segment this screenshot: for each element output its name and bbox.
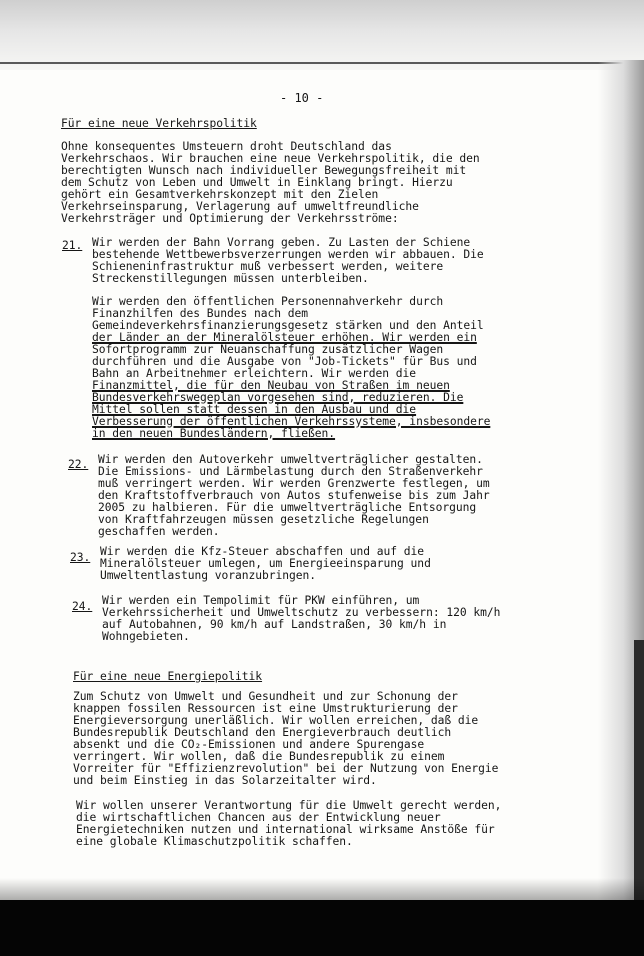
item-21-line: Streckenstillegungen müssen unterbleiben. (92, 272, 369, 285)
item-24-line: Wir werden ein Tempolimit für PKW einführen, um (102, 594, 420, 607)
item-21-p2-line-underlined: Verbesserung der öffentlichen Verkehrssysteme, insbesondere (92, 415, 491, 428)
energy-paragraph-line: Energietechniken nutzen und international wirksame Anstöße für (76, 823, 495, 836)
item-22-line: Die Emissions- und Lärmbelastung durch den Straßenverkehr (98, 465, 483, 478)
energy-paragraph-line: verringert. Wir wollen, daß die Bundesrepublik zu einem (73, 750, 445, 763)
item-number-21: 21. (62, 239, 83, 252)
scan-top-shadow (0, 0, 644, 70)
energy-paragraph-line: Vorreiter für "Effizienzrevolution" bei der Nutzung von Energie (73, 762, 499, 775)
item-21-p2-line-underlined: Mittel sollen statt dessen in den Ausbau und die (92, 403, 417, 416)
item-21-p2-line: durchführen und die Ausgabe von "Job-Tickets" für Bus und (92, 355, 477, 368)
item-23-line: Mineralölsteuer umlegen, um Energieeinsparung und (100, 557, 431, 570)
item-21-line: Schieneninfrastruktur muß verbessert werden, weitere (92, 260, 444, 273)
energy-paragraph-line: Bundesrepublik Deutschland den Energieverbrauch deutlich (73, 726, 452, 739)
item-22-line: Wir werden den Autoverkehr umweltverträglicher gestalten. (98, 453, 483, 466)
item-number-23: 23. (70, 551, 91, 564)
item-21-p2-line: Bahn an Arbeitnehmer erleichtern. Wir werden die (92, 367, 417, 380)
item-22-line: 2005 zu halbieren. Für die umweltverträgliche Entsorgung (98, 501, 477, 514)
item-22-line: den Kraftstoffverbrauch von Autos stufenweise bis zum Jahr (98, 489, 490, 502)
intro-line: Ohne konsequentes Umsteuern droht Deutschland das (61, 140, 392, 153)
energy-paragraph-line: Wir wollen unserer Verantwortung für die Umwelt gerecht werden, (76, 799, 502, 812)
item-24-line: auf Autobahnen, 90 km/h auf Landstraßen, 30 km/h in (102, 618, 447, 631)
section-heading-energiepolitik: Für eine neue Energiepolitik (73, 670, 263, 683)
item-22-line: geschaffen werden. (98, 525, 220, 538)
page-number: - 10 - (280, 91, 324, 105)
item-22-line: von Kraftfahrzeugen müssen gesetzliche Regelungen (98, 513, 429, 526)
item-number-24: 24. (72, 600, 93, 613)
item-21-p2-line-underlined: in den neuen Bundesländern, fließen. (92, 427, 336, 440)
energy-paragraph-line: Zum Schutz von Umwelt und Gesundheit und zur Schonung der (73, 690, 458, 703)
item-22-line: muß verringert werden. Wir werden Grenzwerte festlegen, um (98, 477, 490, 490)
item-21-p2-line: Sofortprogramm zur Neuanschaffung zusätzlicher Wagen (92, 343, 444, 356)
item-24-line: Verkehrssicherheit und Umweltschutz zu verbessern: 120 km/h (102, 606, 501, 619)
item-24-line: Wohngebieten. (102, 630, 190, 643)
item-21-p2-line-underlined: der Länder an der Mineralölsteuer erhöhen. Wir werden ein (92, 331, 477, 344)
intro-line: Verkehrseinsparung, Verlagerung auf umweltfreundliche (61, 200, 419, 213)
item-23-line: Umweltentlastung voranzubringen. (100, 569, 317, 582)
intro-line: dem Schutz von Leben und Umwelt in Einklang bringt. Hierzu (61, 176, 453, 189)
scan-bottom-fade (0, 878, 644, 902)
item-23-line: Wir werden die Kfz-Steuer abschaffen und auf die (100, 545, 425, 558)
energy-paragraph-line: Energieversorgung unerläßlich. Wir wollen erreichen, daß die (73, 714, 479, 727)
item-21-p2-line: Wir werden den öffentlichen Personennahverkehr durch (92, 295, 444, 308)
item-21-line: bestehende Wettbewerbsverzerrungen werden wir abbauen. Die (92, 248, 484, 261)
intro-line: Verkehrschaos. Wir brauchen eine neue Verkehrspolitik, die den (61, 152, 480, 165)
energy-paragraph-line: absenkt und die CO₂-Emissionen und andere Spurengase (73, 738, 425, 751)
energy-paragraph-line: die wirtschaftlichen Chancen aus der Entwicklung neuer (76, 811, 441, 824)
item-21-p2-line-underlined: Bundesverkehrswegeplan vorgesehen sind, reduzieren. Die (92, 391, 464, 404)
item-21-p2-line-underlined: Finanzmittel, die für den Neubau von Straßen im neuen (92, 379, 450, 392)
scan-bottom-black-band (0, 900, 644, 956)
item-21-p2-line: Gemeindeverkehrsfinanzierungsgesetz stärken und den Anteil (92, 319, 484, 332)
scan-right-dark-strip (634, 640, 644, 900)
energy-paragraph-line: eine globale Klimaschutzpolitik schaffen. (76, 835, 353, 848)
item-number-22: 22. (68, 458, 89, 471)
item-21-line: Wir werden der Bahn Vorrang geben. Zu Lasten der Schiene (92, 236, 471, 249)
intro-line: Verkehrsträger und Optimierung der Verkehrsströme: (61, 212, 399, 225)
section-heading-verkehrspolitik: Für eine neue Verkehrspolitik (61, 117, 257, 130)
intro-line: gehört ein Gesamtverkehrskonzept mit den Zielen (61, 188, 379, 201)
intro-line: berechtigten Wunsch nach individueller Bewegungsfreiheit mit (61, 164, 467, 177)
item-21-p2-line: Finanzhilfen des Bundes nach dem (92, 307, 309, 320)
energy-paragraph-line: und beim Einstieg in das Solarzeitalter wird. (73, 774, 377, 787)
energy-paragraph-line: knappen fossilen Ressourcen ist eine Umstrukturierung der (73, 702, 458, 715)
scan-top-edge-line (0, 62, 644, 64)
